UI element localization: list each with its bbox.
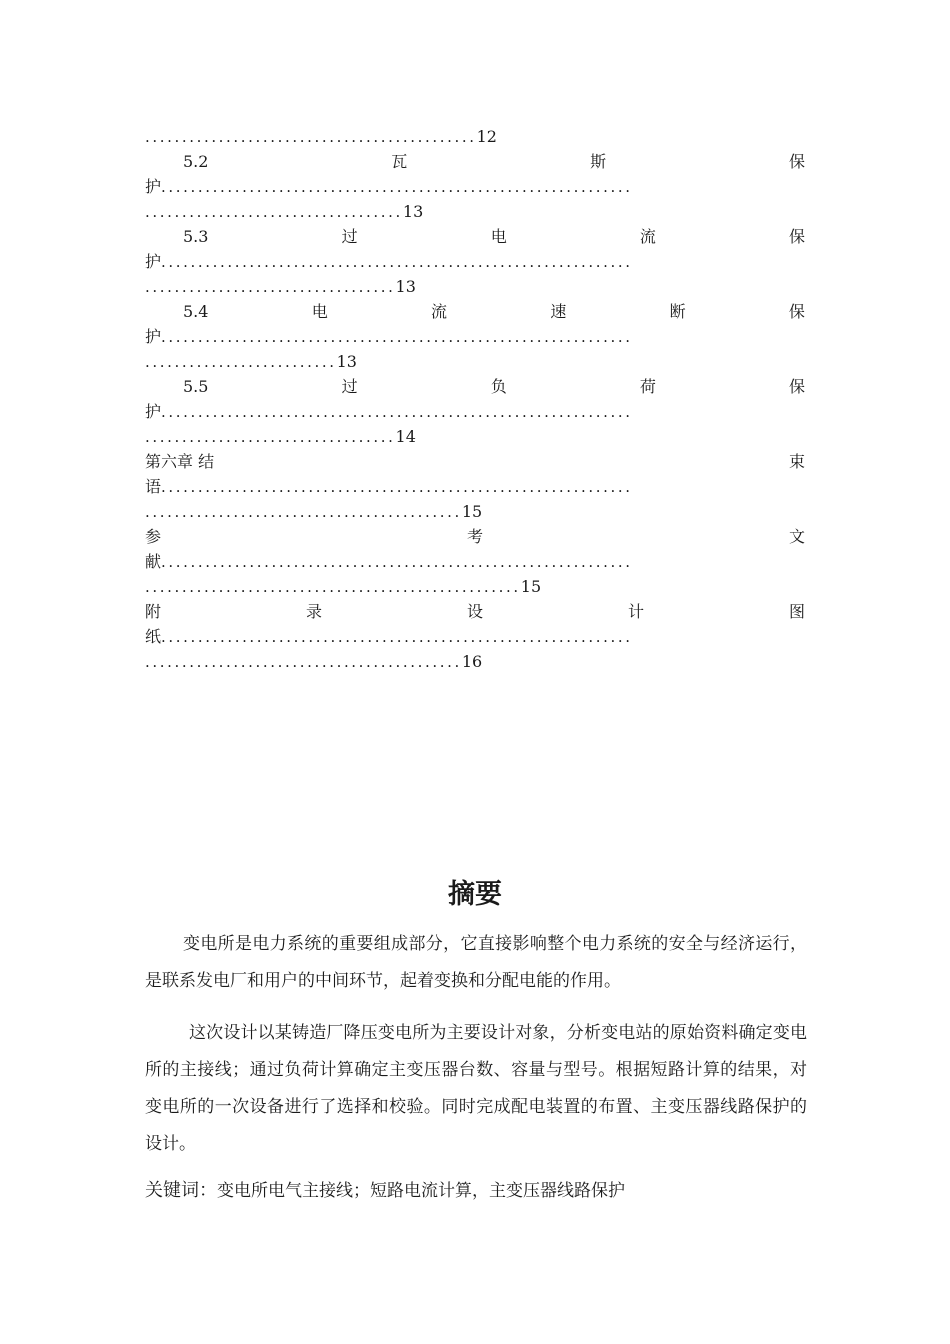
toc-page-number: 16 <box>461 652 483 671</box>
toc-line <box>145 499 805 524</box>
title-char: 断 <box>669 302 686 321</box>
title-char: 束 <box>788 452 805 471</box>
toc-entry-references[interactable] <box>145 524 805 549</box>
title-char: 电 <box>490 227 507 246</box>
toc-line <box>145 624 805 649</box>
toc-page-number: 15 <box>520 577 542 596</box>
toc-entry-5-3[interactable] <box>145 224 805 249</box>
title-char: 流 <box>431 302 448 321</box>
toc-page-number: 13 <box>336 352 357 371</box>
toc-leader-dots: ........................................... <box>145 653 462 671</box>
toc-line <box>145 649 805 674</box>
toc-leader-dots: ................................... <box>145 203 403 221</box>
toc-leader-dots: ................................................................ <box>161 553 633 571</box>
toc-line <box>145 574 805 599</box>
title-char: 录 <box>305 602 322 621</box>
title-char: 文 <box>788 527 805 546</box>
toc-entry-appendix[interactable] <box>145 599 805 624</box>
title-char: 保 <box>788 302 805 321</box>
title-char: 考 <box>466 527 483 546</box>
toc-entry-5-2[interactable] <box>145 149 805 174</box>
title-char: 设 <box>466 602 483 621</box>
toc-entry-5-5[interactable] <box>145 374 805 399</box>
toc-line <box>145 199 805 224</box>
toc-leader-dots: ........................................... <box>145 503 462 521</box>
toc-line <box>145 274 805 299</box>
toc-page-number: 13 <box>395 277 416 296</box>
keywords-label: 关键词： <box>145 1180 217 1201</box>
title-char: 附 <box>145 602 162 621</box>
toc-line <box>145 474 805 499</box>
toc-leader-dots: .................................. <box>145 278 396 296</box>
keywords-text: 变电所电气主接线；短路电流计算，主变压器线路保护 <box>217 1181 625 1201</box>
chapter-title: 第六章 结 <box>145 452 215 471</box>
toc-line <box>145 124 805 149</box>
title-char: 电 <box>311 302 328 321</box>
title-char: 瓦 <box>391 152 408 171</box>
toc-entry-5-4[interactable] <box>145 299 805 324</box>
title-char: 纸 <box>145 627 162 646</box>
toc-leader-dots: ................................................................ <box>161 403 633 421</box>
title-char: 过 <box>341 227 358 246</box>
toc-line <box>145 324 805 349</box>
toc-page-number: 13 <box>402 202 424 221</box>
title-char: 保 <box>788 377 805 396</box>
toc-leader-dots: ................................................................ <box>161 253 633 271</box>
title-char: 荷 <box>639 377 656 396</box>
title-char: 护 <box>145 177 162 196</box>
title-char: 图 <box>788 602 805 621</box>
abstract-title: 摘要 <box>448 879 502 910</box>
table-of-contents <box>145 124 805 674</box>
toc-line <box>145 399 805 424</box>
toc-line <box>145 549 805 574</box>
title-char: 流 <box>639 227 656 246</box>
toc-leader-dots: ................................................................ <box>161 328 633 346</box>
section-number: 5.3 <box>183 227 209 246</box>
title-char: 速 <box>550 302 567 321</box>
toc-leader-dots: .......................... <box>145 353 337 371</box>
toc-leader-dots: ................................................................ <box>161 628 633 646</box>
toc-leader-dots: ............................................. <box>145 128 477 146</box>
toc-page-number: 15 <box>461 502 483 521</box>
toc-leader-dots: ................................................................ <box>161 178 633 196</box>
title-char: 参 <box>145 527 162 546</box>
toc-leader-dots: ................................................... <box>145 578 521 596</box>
abstract-paragraph-2: 这次设计以某铸造厂降压变电所为主要设计对象，分析变电站的原始资料确定变电所的主接线；通过负荷计算确定主变压器台数、容量与型号。根据短路计算的结果，对变电所的一次设备进行了选择和校验。同时完成配电装置的布置、主变压器线路保护的设计。 <box>145 1023 807 1154</box>
toc-leader-dots: .................................. <box>145 428 396 446</box>
title-char: 计 <box>627 602 644 621</box>
toc-page-number: 14 <box>395 427 416 446</box>
title-char: 献 <box>145 552 162 571</box>
toc-line <box>145 349 805 374</box>
abstract-paragraph-1: 变电所是电力系统的重要组成部分，它直接影响整个电力系统的安全与经济运行，是联系发电厂和用户的中间环节，起着变换和分配电能的作用。 <box>145 934 807 991</box>
title-char: 过 <box>341 377 358 396</box>
keywords-line <box>145 1176 625 1206</box>
toc-page-number: 12 <box>476 127 497 146</box>
title-char: 保 <box>788 152 805 171</box>
section-number: 5.2 <box>183 152 209 171</box>
toc-line <box>145 424 805 449</box>
title-char: 保 <box>788 227 805 246</box>
section-number: 5.4 <box>183 302 209 321</box>
toc-entry-chapter-6[interactable] <box>145 449 805 474</box>
title-char: 护 <box>145 252 162 271</box>
toc-line <box>145 249 805 274</box>
toc-leader-dots: ................................................................ <box>161 478 633 496</box>
title-char: 语 <box>145 477 162 496</box>
title-char: 护 <box>145 327 162 346</box>
title-char: 负 <box>490 377 507 396</box>
title-char: 护 <box>145 402 162 421</box>
section-number: 5.5 <box>183 377 209 396</box>
toc-line <box>145 174 805 199</box>
title-char: 斯 <box>590 152 607 171</box>
